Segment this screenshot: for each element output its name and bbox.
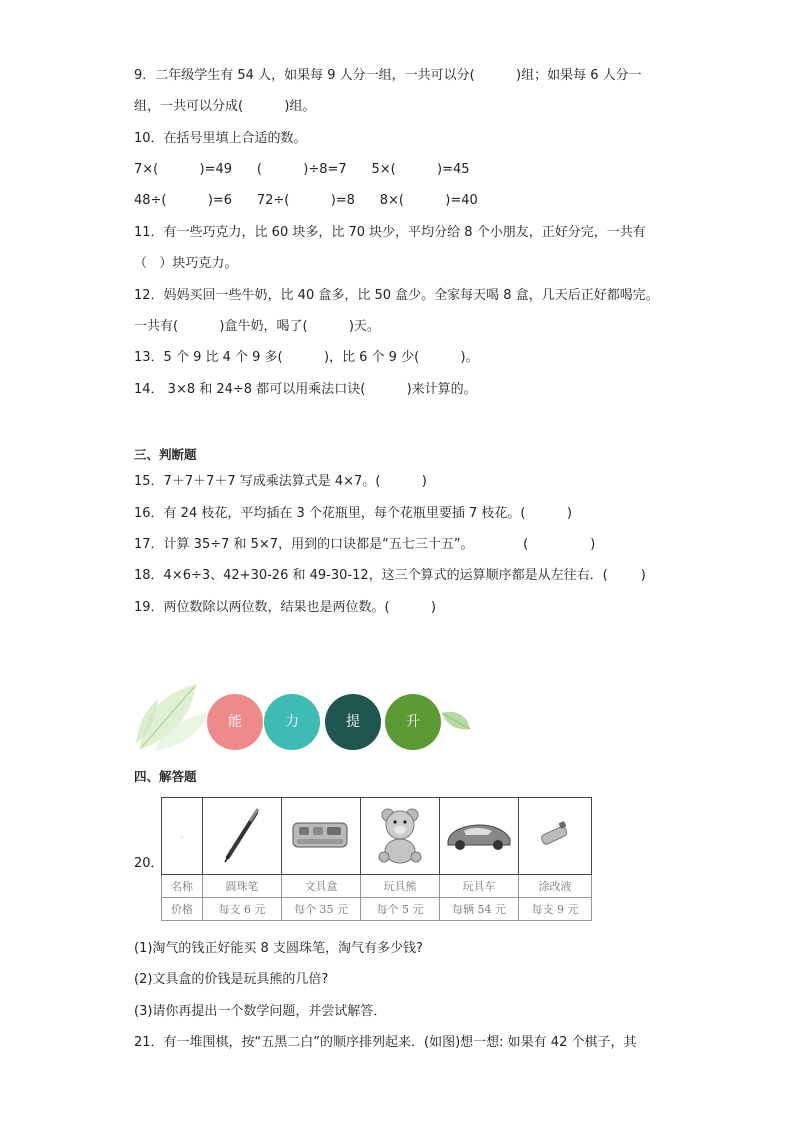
question-12-line2: 一共有( )盒牛奶，喝了( )天。 [134,319,380,334]
name-teddy-bear: 玩具熊 [361,875,440,898]
correction-fluid-cell [519,798,592,875]
question-12-line1: 12．妈妈买回一些牛奶，比 40 盒多，比 50 盒少。全家每天喝 8 盒，几天后正好都喝完。 [134,288,659,303]
name-toy-car: 玩具车 [440,875,519,898]
empty-header-cell: · [162,798,203,875]
banner-circle-li: 力 [264,694,320,750]
question-20-part1: (1)淘气的钱正好能买 8 支圆珠笔，淘气有多少钱? [134,941,423,956]
pencil-case-cell [282,798,361,875]
section-judgement-title: 三、判断题 [134,447,197,462]
question-20-part3: (3)请你再提出一个数学问题，并尝试解答． [134,1004,387,1019]
question-20-part2: (2)文具盒的价钱是玩具熊的几倍? [134,972,329,987]
section-answer-title: 四、解答题 [134,769,197,784]
price-pen: 每支 6 元 [203,898,282,921]
pen-icon [220,807,264,863]
toy-car-icon [444,817,514,853]
toy-car-cell [440,798,519,875]
goods-price-table [161,797,592,921]
question-15: 15．7＋7＋7＋7 写成乘法算式是 4×7。( ) [134,474,427,489]
price-correction-fluid: 每支 9 元 [519,898,592,921]
question-18: 18．4×6÷3、42+30-26 和 49-30-12，这三个算式的运算顺序都是从左往右．( ) [134,568,646,583]
ability-banner [134,683,474,753]
banner-circle-ti: 提 [325,694,381,750]
question-9-line2: 组，一共可以分成( )组。 [134,99,316,114]
correction-fluid-icon [535,820,575,850]
price-teddy-bear: 每个 5 元 [361,898,440,921]
name-pencil-case: 文具盒 [282,875,361,898]
question-10-row1: 7×( )=49 ( )÷8=7 5×( )=45 [134,162,470,177]
table-price-header: 价格 [162,898,203,921]
table-name-header: 名称 [162,875,203,898]
question-20-number: 20． [134,856,164,871]
question-9-line1: 9．二年级学生有 54 人，如果每 9 人分一组，一共可以分( )组；如果每 6 人分一 [134,68,642,83]
small-leaf-icon [440,709,472,733]
question-19: 19．两位数除以两位数，结果也是两位数。( ) [134,600,437,615]
question-11-line1: 11．有一些巧克力，比 60 块多，比 70 块少，平均分给 8 个小朋友，正好分完，一共有 [134,225,646,240]
question-13: 13．5 个 9 比 4 个 9 多( )，比 6 个 9 少( )。 [134,350,479,365]
teddy-bear-cell [361,798,440,875]
question-17: 17．计算 35÷7 和 5×7，用到的口诀都是“五七三十五”。 ( ) [134,537,596,552]
banner-circle-sheng: 升 [385,694,441,750]
question-11-line2: （ ）块巧克力。 [134,256,238,271]
question-10-row2: 48÷( )=6 72÷( )=8 8×( )=40 [134,193,478,208]
question-14: 14． 3×8 和 24÷8 都可以用乘法口诀( )来计算的。 [134,382,477,397]
pencil-case-icon [289,815,353,855]
teddy-bear-icon [374,805,426,865]
question-21: 21．有一堆围棋，按“五黑二白”的顺序排列起来．(如图)想一想: 如果有 42 个棋子，其 [134,1035,637,1050]
name-correction-fluid: 涂改液 [519,875,592,898]
price-pencil-case: 每个 35 元 [282,898,361,921]
price-toy-car: 每辆 54 元 [440,898,519,921]
name-pen: 圆珠笔 [203,875,282,898]
leaf-decoration-icon [134,683,214,753]
question-10: 10．在括号里填上合适的数。 [134,131,307,146]
question-16: 16．有 24 枝花，平均插在 3 个花瓶里，每个花瓶里要插 7 枝花。( ) [134,506,572,521]
pen-cell [203,798,282,875]
banner-circle-neng: 能 [207,694,263,750]
